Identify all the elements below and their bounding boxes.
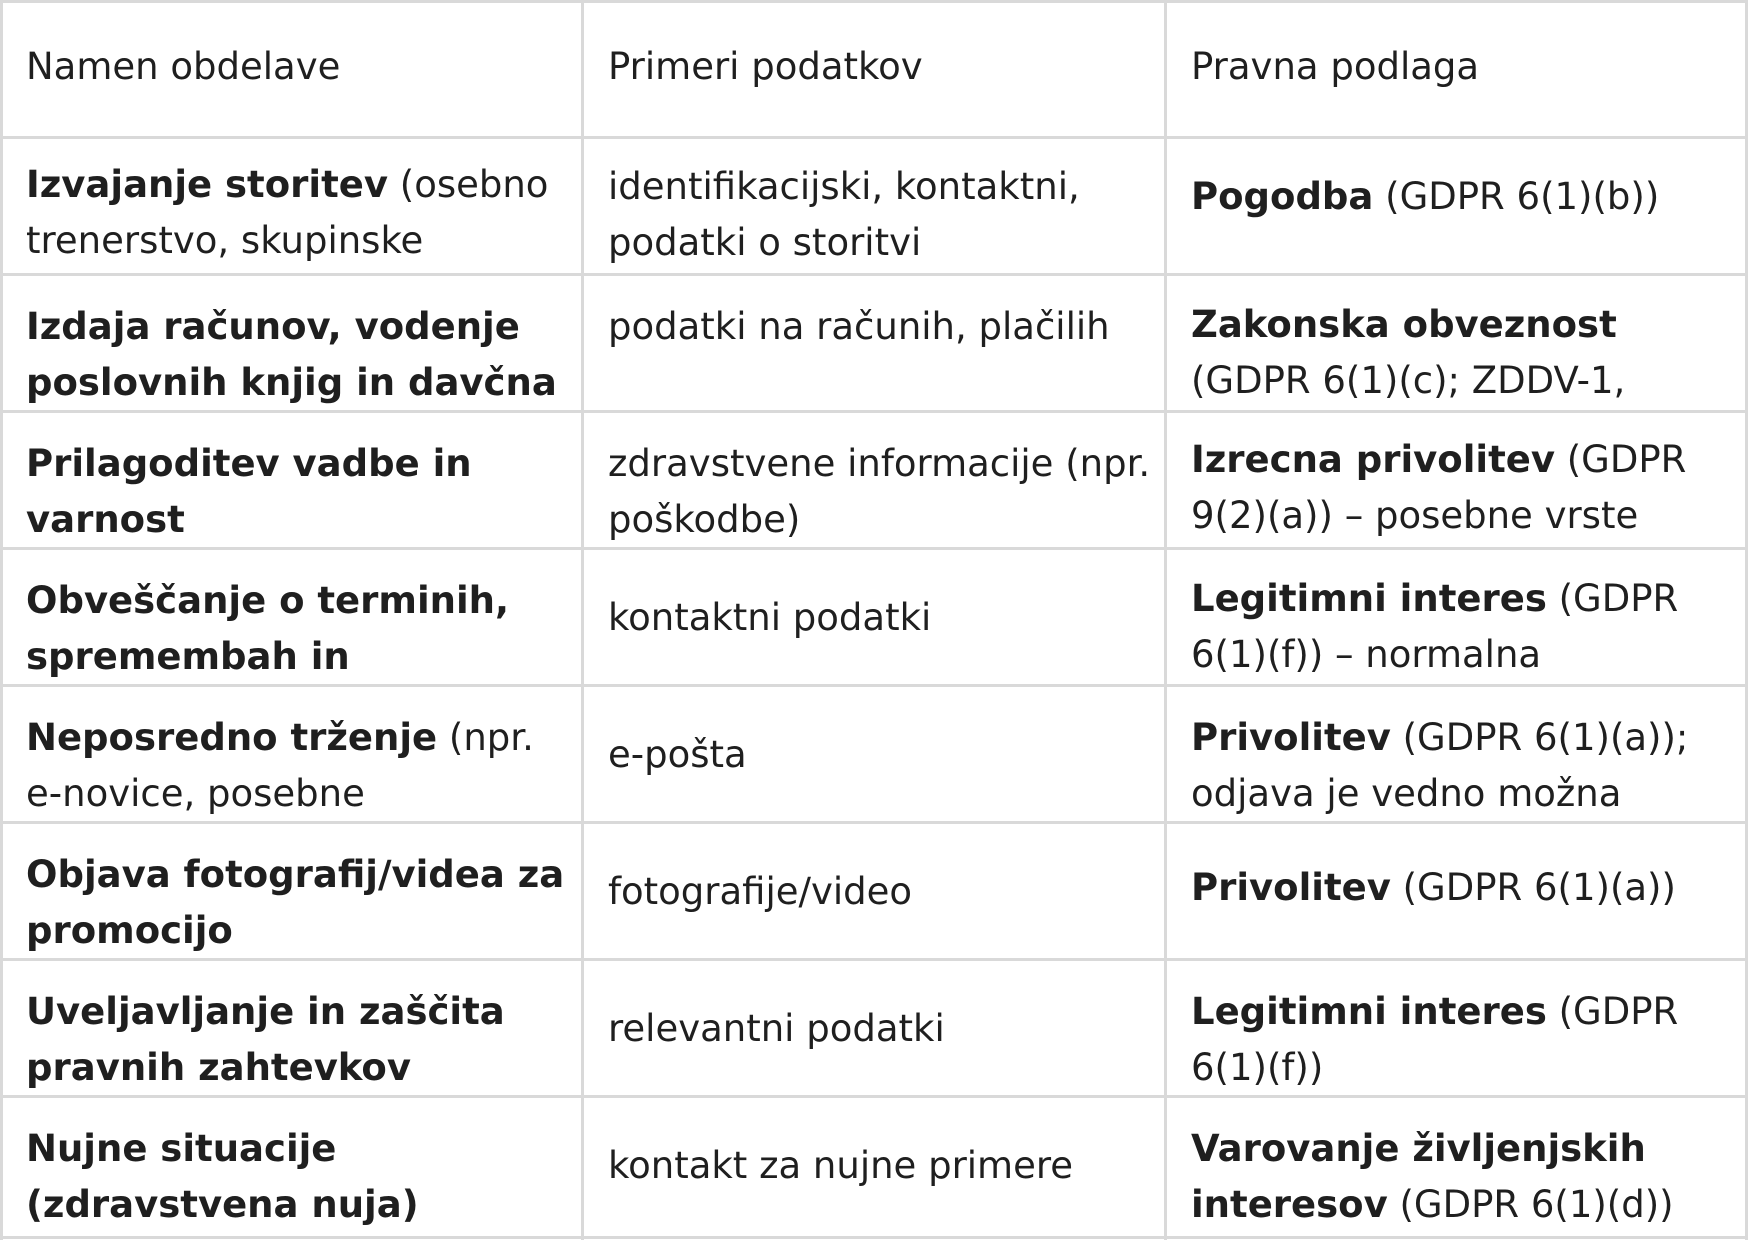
legal-basis-detail: (GDPR 6(1)(c); ZDDV-1, (1191, 359, 1626, 402)
purpose-cell (0, 274, 560, 411)
data-examples-cell (582, 685, 1165, 822)
row-divider (0, 958, 1748, 961)
data-examples-cell (582, 137, 1165, 274)
legal-basis-cell (1165, 411, 1748, 548)
purpose-cell (0, 548, 560, 685)
data-examples-text: identifikacijski, kontaktni, podatki o storitvi (608, 165, 1080, 264)
data-examples-text: kontaktni podatki (608, 596, 932, 639)
purpose-title: Neposredno trženje (26, 716, 438, 759)
legal-basis-detail: (GDPR 6(1)(f)) – normalna (1191, 577, 1679, 676)
column-divider (0, 0, 3, 1240)
legal-basis-cell (1165, 274, 1748, 411)
header-label: Pravna podlaga (1191, 45, 1480, 88)
legal-basis-title: Izrecna privolitev (1191, 438, 1555, 481)
legal-basis-cell (1165, 959, 1748, 1096)
purpose-title: Uveljavljanje in zaščita pravnih zahtevkov (26, 990, 505, 1089)
purpose-title: Obveščanje o terminih, spremembah in (26, 579, 510, 678)
legal-basis-detail: (GDPR 6(1)(b)) (1373, 175, 1660, 218)
legal-basis-title: Varovanje življenjskih interesov (1191, 1127, 1646, 1226)
legal-basis-title: Privolitev (1191, 716, 1391, 759)
header-label: Primeri podatkov (608, 45, 923, 88)
row-divider (0, 547, 1748, 550)
legal-basis-cell (1165, 1096, 1748, 1240)
purpose-cell (0, 1096, 520, 1240)
header-cell-data-examples (582, 0, 1165, 137)
purpose-cell (0, 822, 575, 959)
header-label: Namen obdelave (26, 45, 341, 88)
legal-basis-detail: (GDPR 6(1)(f)) (1191, 990, 1679, 1089)
row-divider (0, 136, 1748, 139)
purpose-detail: (osebno trenerstvo, skupinske (26, 163, 549, 262)
header-cell-legal-basis (1165, 0, 1748, 137)
purpose-title: Izvajanje storitev (26, 163, 388, 206)
data-examples-cell (582, 548, 1165, 685)
legal-basis-cell (1165, 685, 1748, 822)
legal-basis-detail: (GDPR 6(1)(d)) (1387, 1183, 1674, 1226)
legal-basis-detail: (GDPR 9(2)(a)) – posebne vrste (1191, 438, 1687, 537)
purpose-cell (0, 137, 560, 274)
purpose-cell (0, 685, 560, 822)
legal-basis-cell (1165, 548, 1748, 685)
purpose-title: Nujne situacije (zdravstvena nuja) (26, 1127, 419, 1226)
legal-basis-title: Pogodba (1191, 175, 1374, 218)
legal-basis-cell (1165, 822, 1748, 959)
row-divider (0, 273, 1748, 276)
purpose-cell (0, 411, 520, 548)
legal-basis-detail: (GDPR 6(1)(a)); odjava je vedno možna (1191, 716, 1689, 815)
row-divider (0, 0, 1748, 3)
data-examples-cell (582, 822, 1165, 959)
purpose-title: Izdaja računov, vodenje poslovnih knjig in davčna (26, 305, 557, 404)
row-divider (0, 821, 1748, 824)
data-examples-cell (582, 1096, 1165, 1240)
purpose-detail: (npr. e-novice, posebne (26, 716, 534, 815)
data-examples-cell (582, 274, 1165, 411)
data-examples-text: podatki na računih, plačilih (608, 305, 1110, 348)
header-cell-purpose (0, 0, 582, 137)
row-divider (0, 1095, 1748, 1098)
legal-basis-cell (1165, 137, 1748, 274)
row-divider (0, 1236, 1748, 1239)
legal-basis-title: Privolitev (1191, 866, 1391, 909)
data-examples-text: kontakt za nujne primere (608, 1144, 1074, 1187)
data-examples-cell (582, 959, 1165, 1096)
data-examples-text: e-pošta (608, 733, 747, 776)
data-examples-text: relevantni podatki (608, 1007, 945, 1050)
data-examples-text: zdravstvene informacije (npr. poškodbe) (608, 442, 1151, 541)
data-examples-cell (582, 411, 1165, 548)
row-divider (0, 410, 1748, 413)
legal-basis-detail: (GDPR 6(1)(a)) (1390, 866, 1676, 909)
column-divider (1164, 0, 1167, 1240)
purpose-title: Objava fotografij/videa za promocijo (26, 853, 565, 952)
legal-basis-title: Legitimni interes (1191, 577, 1547, 620)
data-examples-text: fotografije/video (608, 870, 913, 913)
purpose-cell (0, 959, 520, 1096)
column-divider (581, 0, 584, 1240)
row-divider (0, 684, 1748, 687)
legal-basis-title: Legitimni interes (1191, 990, 1547, 1033)
legal-basis-title: Zakonska obveznost (1191, 303, 1617, 346)
purpose-title: Prilagoditev vadbe in varnost (26, 442, 472, 541)
